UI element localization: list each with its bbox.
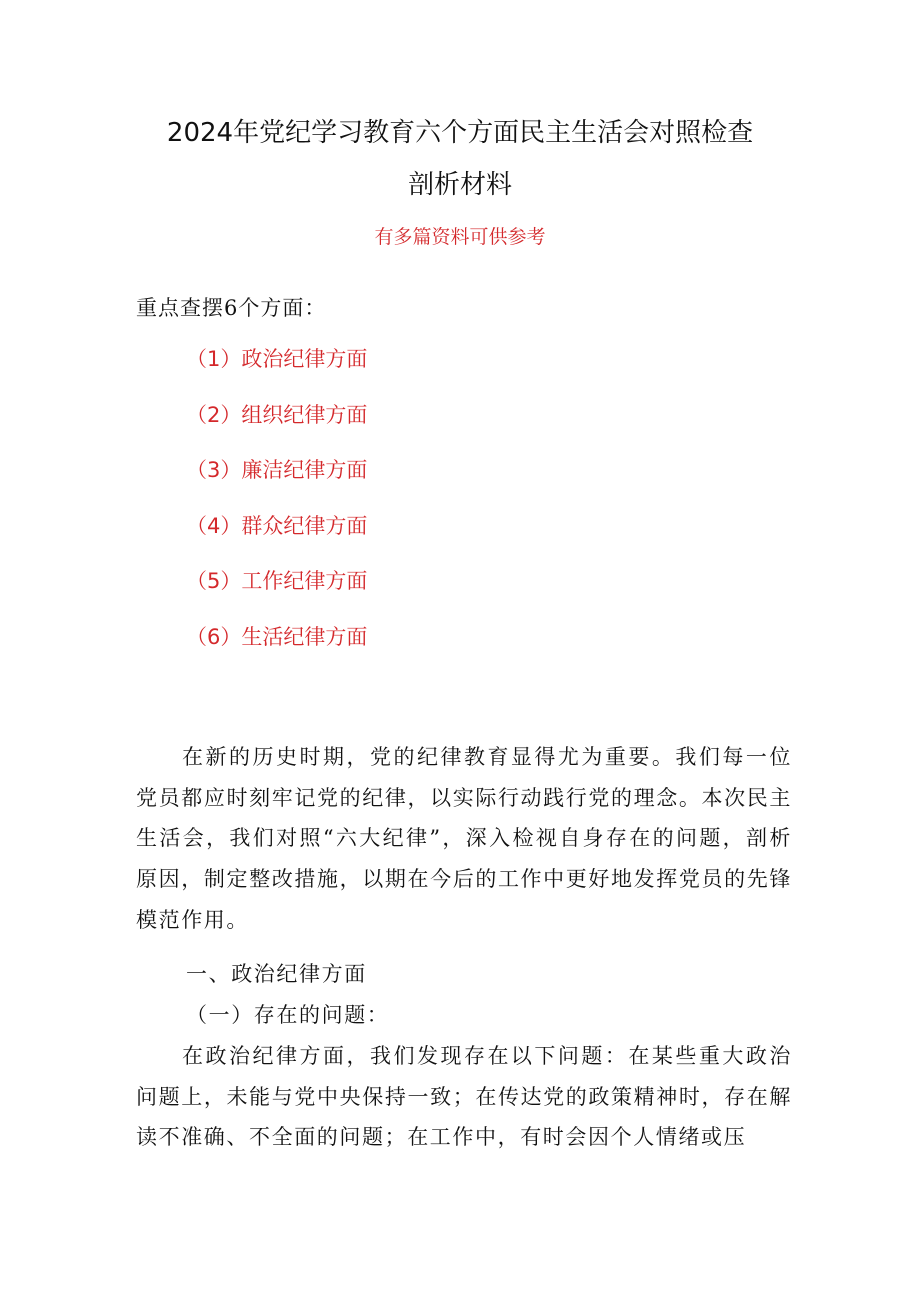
aspect-list [186,340,367,674]
aspect-item-mass: （4）群众纪律方面 [186,513,368,538]
lead-text: 重点查摆6个方面： [136,296,327,320]
section-heading-political: 一、政治纪律方面 [186,962,367,986]
aspect-item-life: （6）生活纪律方面 [186,624,368,649]
intro-paragraph: 在新的历史时期，党的纪律教育显得尤为重要。我们每一位党员都应时刻牢记党的纪律，以实际行动践行党的理念。本次民主生活会，我们对照“六大纪律”，深入检视自身存在的问题，剖析原因，制定整改措施，以期在今后的工作中更好地发挥党员的先锋模范作用。 [136,745,792,932]
aspect-item-integrity: （3）廉洁纪律方面 [186,458,368,483]
section-paragraph-political: 在政治纪律方面，我们发现存在以下问题：在某些重大政治问题上，未能与党中央保持一致；在传达党的政策精神时，存在解读不准确、不全面的问题；在工作中，有时会因个人情绪或压 [136,1044,792,1150]
aspect-item-organizational: （2）组织纪律方面 [186,402,368,427]
aspect-item-work: （5）工作纪律方面 [186,569,368,594]
subtitle-note: 有多篇资料可供参考 [374,226,546,248]
document-title-line-2: 剖析材料 [407,170,512,200]
document-title-line-1: 2024年党纪学习教育六个方面民主生活会对照检查 [166,118,754,148]
section-subheading-problems: （一）存在的问题： [186,1003,390,1027]
aspect-item-political: （1）政治纪律方面 [186,347,368,371]
